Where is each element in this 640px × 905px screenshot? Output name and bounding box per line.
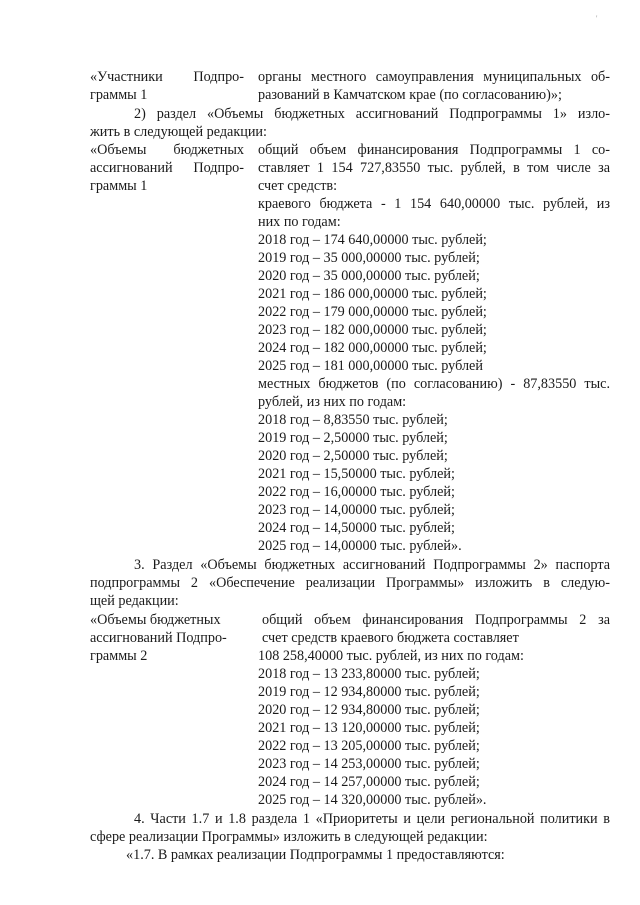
para3-line: подпрограммы 2 «Обеспечение реализации Программы» изложить в следую-: [90, 575, 610, 591]
block3-year-line: 2024 год – 14 257,00000 тыс. рублей;: [258, 774, 480, 790]
block2-right-line: ставляет 1 154 727,83550 тыс. рублей, в том числе за: [258, 160, 610, 176]
para2-line: жить в следующей редакции:: [90, 124, 267, 140]
block2-year-line: 2018 год – 8,83550 тыс. рублей;: [258, 412, 448, 428]
block3-year-line: 2021 год – 13 120,00000 тыс. рублей;: [258, 720, 480, 736]
block1-left-line: «Участники Подпро-: [90, 69, 244, 85]
block3-right-line: общий объем финансирования Подпрограммы 2 за: [262, 612, 610, 628]
block2-year-line: 2024 год – 14,50000 тыс. рублей;: [258, 520, 455, 536]
block2-year-line: 2025 год – 14,00000 тыс. рублей».: [258, 538, 462, 554]
block2-year-line: 2020 год – 35 000,00000 тыс. рублей;: [258, 268, 480, 284]
block2-year-line: 2021 год – 186 000,00000 тыс. рублей;: [258, 286, 487, 302]
block2-year-line: 2023 год – 182 000,00000 тыс. рублей;: [258, 322, 487, 338]
block2-year-line: 2022 год – 16,00000 тыс. рублей;: [258, 484, 455, 500]
block2-year-line: 2019 год – 35 000,00000 тыс. рублей;: [258, 250, 480, 266]
block3-year-line: 2022 год – 13 205,00000 тыс. рублей;: [258, 738, 480, 754]
para4-line: «1.7. В рамках реализации Подпрограммы 1 предоставляются:: [126, 847, 505, 863]
block3-right-line: счет средств краевого бюджета составляет: [262, 630, 519, 646]
block3-left-line: «Объемы бюджетных: [90, 612, 221, 628]
block2-left-line: «Объемы бюджетных: [90, 142, 244, 158]
block2-right-line: рублей, из них по годам:: [258, 394, 407, 410]
block3-left-line: граммы 2: [90, 648, 148, 664]
block3-year-line: 2023 год – 14 253,00000 тыс. рублей;: [258, 756, 480, 772]
block2-year-line: 2023 год – 14,00000 тыс. рублей;: [258, 502, 455, 518]
block1-right-line: разований в Камчатском крае (по согласованию)»;: [258, 87, 562, 103]
block2-year-line: 2020 год – 2,50000 тыс. рублей;: [258, 448, 448, 464]
para3-line: 3. Раздел «Объемы бюджетных ассигнований Подпрограммы 2» паспорта: [134, 557, 610, 573]
block2-right-line: счет средств:: [258, 178, 338, 194]
block2-year-line: 2021 год – 15,50000 тыс. рублей;: [258, 466, 455, 482]
block2-right-line: них по годам:: [258, 214, 341, 230]
block3-year-line: 2019 год – 12 934,80000 тыс. рублей;: [258, 684, 480, 700]
block2-right-line: общий объем финансирования Подпрограммы 1 со-: [258, 142, 610, 158]
block2-year-line: 2025 год – 181 000,00000 тыс. рублей: [258, 358, 483, 374]
block3-year-line: 2025 год – 14 320,00000 тыс. рублей».: [258, 792, 487, 808]
block2-year-line: 2019 год – 2,50000 тыс. рублей;: [258, 430, 448, 446]
para4-line: сфере реализации Программы» изложить в следующей редакции:: [90, 829, 488, 845]
block2-left-line: граммы 1: [90, 178, 148, 194]
block2-left-line: ассигнований Подпро-: [90, 160, 244, 176]
para2-line: 2) раздел «Объемы бюджетных ассигнований Подпрограммы 1» изло-: [134, 106, 610, 122]
corner-mark: ': [596, 14, 598, 23]
block2-right-line: местных бюджетов (по согласованию) - 87,83550 тыс.: [258, 376, 610, 392]
block1-left-line: граммы 1: [90, 87, 148, 103]
block2-year-line: 2022 год – 179 000,00000 тыс. рублей;: [258, 304, 487, 320]
block3-left-line: ассигнований Подпро-: [90, 630, 227, 646]
block3-year-line: 2018 год – 13 233,80000 тыс. рублей;: [258, 666, 480, 682]
para3-line: щей редакции:: [90, 593, 179, 609]
block2-year-line: 2024 год – 182 000,00000 тыс. рублей;: [258, 340, 487, 356]
block3-right-line: 108 258,40000 тыс. рублей, из них по годам:: [258, 648, 524, 664]
block2-year-line: 2018 год – 174 640,00000 тыс. рублей;: [258, 232, 487, 248]
block3-year-line: 2020 год – 12 934,80000 тыс. рублей;: [258, 702, 480, 718]
block2-right-line: краевого бюджета - 1 154 640,00000 тыс. рублей, из: [258, 196, 610, 212]
para4-line: 4. Части 1.7 и 1.8 раздела 1 «Приоритеты и цели региональной политики в: [134, 811, 610, 827]
block1-right-line: органы местного самоуправления муниципальных об-: [258, 69, 610, 85]
